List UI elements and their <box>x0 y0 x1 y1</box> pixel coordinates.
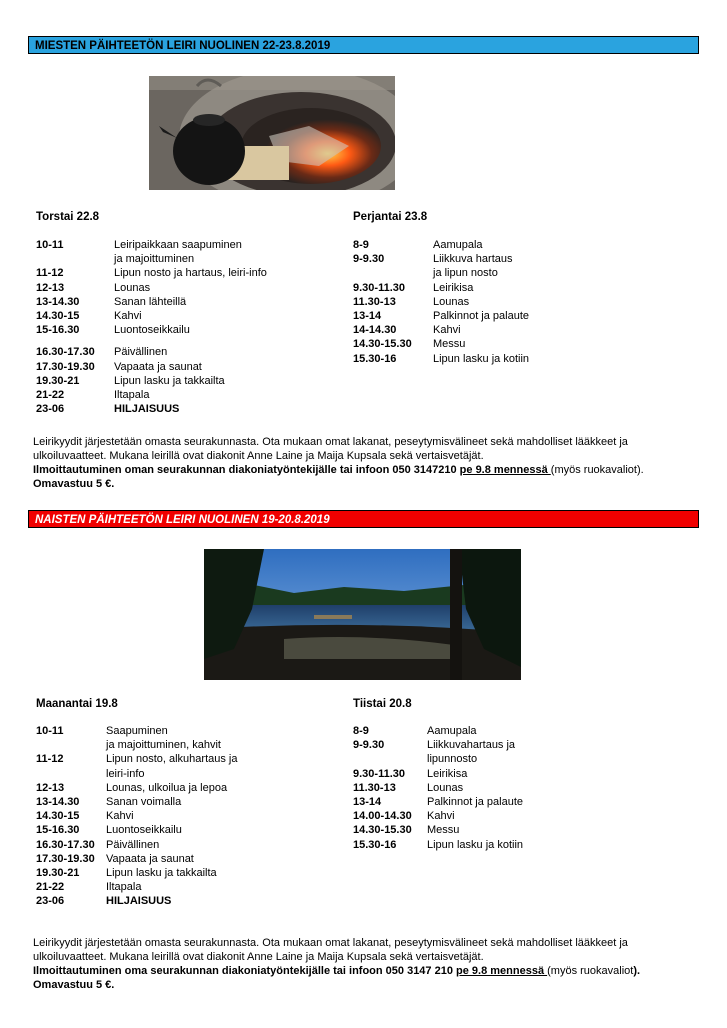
men-day2-schedule <box>353 238 529 366</box>
schedule-row <box>36 309 267 323</box>
schedule-row <box>36 337 267 359</box>
schedule-activity: Iltapala <box>114 389 150 402</box>
schedule-time: 15-16.30 <box>36 324 80 337</box>
schedule-row <box>353 295 529 309</box>
schedule-time: 11-12 <box>36 267 64 280</box>
schedule-activity: Lipun lasku ja takkailta <box>106 867 217 880</box>
schedule-row <box>353 352 529 366</box>
schedule-row <box>36 281 267 295</box>
schedule-activity: Aamupala <box>427 725 477 737</box>
schedule-activity: Lipun lasku ja kotiin <box>427 838 524 851</box>
schedule-time: 13-14.30 <box>36 796 80 809</box>
schedule-activity: Lounas <box>114 281 151 294</box>
men-camp-banner: MIESTEN PÄIHTEETÖN LEIRI NUOLINEN 22-23.8.2019 <box>28 36 699 54</box>
schedule-row <box>36 823 237 837</box>
schedule-time: 12-13 <box>36 281 65 294</box>
schedule-row <box>353 738 523 766</box>
men-info-diet: (myös ruokavaliot). <box>550 464 644 476</box>
men-day1-title: Torstai 22.8 <box>36 211 100 223</box>
women-info-deadline: pe 9.8 mennessä <box>456 965 548 977</box>
schedule-time: 9.30-11.30 <box>353 767 405 780</box>
schedule-time: 15-16.30 <box>36 824 80 837</box>
schedule-row <box>353 781 523 795</box>
schedule-activity: Sanan lähteillä <box>114 295 187 308</box>
schedule-activity: HILJAISUUS <box>106 895 172 908</box>
schedule-row <box>353 238 529 252</box>
schedule-activity: Vapaata ja saunat <box>106 852 194 865</box>
schedule-time: 11-12 <box>36 753 64 766</box>
schedule-activity: Luontoseikkailu <box>114 324 190 337</box>
schedule-row <box>36 295 267 309</box>
schedule-activity: Luontoseikkailu <box>106 824 182 837</box>
schedule-row <box>353 281 529 295</box>
schedule-time: 17.30-19.30 <box>36 852 95 865</box>
schedule-activity: Lounas <box>427 781 464 794</box>
schedule-activity: Lipun lasku ja takkailta <box>114 374 225 387</box>
schedule-time: 16.30-17.30 <box>36 838 95 851</box>
women-info-price: ). Omavastuu 5 €. <box>33 965 641 991</box>
schedule-time: 8-9 <box>353 725 369 737</box>
schedule-activity: Kahvi <box>106 810 134 823</box>
schedule-activity: Saapuminen ja majoittuminen, kahvit <box>106 725 221 752</box>
schedule-time: 13-14.30 <box>36 295 80 308</box>
schedule-time: 19.30-21 <box>36 374 80 387</box>
schedule-time: 14.00-14.30 <box>353 810 412 823</box>
schedule-row <box>353 252 529 280</box>
schedule-activity: HILJAISUUS <box>114 403 180 416</box>
schedule-activity: Lipun lasku ja kotiin <box>433 352 530 365</box>
schedule-row <box>353 337 529 351</box>
schedule-row <box>353 809 523 823</box>
schedule-time: 11.30-13 <box>353 295 396 308</box>
schedule-row <box>36 894 237 908</box>
schedule-row <box>36 238 267 266</box>
schedule-activity: Leirikisa <box>433 281 474 294</box>
schedule-time: 15.30-16 <box>353 838 397 851</box>
schedule-row <box>353 309 529 323</box>
schedule-time: 14.30-15 <box>36 810 80 823</box>
schedule-row <box>353 767 523 781</box>
schedule-time: 11.30-13 <box>353 781 396 794</box>
schedule-row <box>36 880 237 894</box>
schedule-time: 14-14.30 <box>353 324 397 337</box>
schedule-activity: Kahvi <box>433 324 461 337</box>
schedule-activity: Päivällinen <box>114 346 168 359</box>
schedule-activity: Lounas <box>433 295 470 308</box>
schedule-activity: Aamupala <box>433 239 483 251</box>
schedule-row <box>36 360 267 374</box>
schedule-row <box>36 752 237 780</box>
schedule-time: 9.30-11.30 <box>353 281 405 294</box>
women-info-line1: Leirikyydit järjestetään omasta seurakunnasta. Ota mukaan omat lakanat, peseytymisvälineet sekä mahdolliset lääkkeet ja ulkoiluvaatteet. Mukana leirillä ovat diakonit Anne Laine ja Maija Kupsala sekä vertaisvetäjät. <box>33 937 628 963</box>
schedule-row <box>353 724 523 738</box>
schedule-time: 12-13 <box>36 781 65 794</box>
schedule-time: 21-22 <box>36 881 65 894</box>
schedule-row <box>36 838 237 852</box>
schedule-time: 14.30-15.30 <box>353 824 412 837</box>
schedule-row <box>36 809 237 823</box>
schedule-row <box>36 852 237 866</box>
schedule-row <box>36 866 237 880</box>
schedule-time: 10-11 <box>36 725 64 737</box>
schedule-activity: Päivällinen <box>106 838 160 851</box>
men-day2-title: Perjantai 23.8 <box>353 211 428 223</box>
schedule-activity: Palkinnot ja palaute <box>427 796 524 809</box>
women-day2-title: Tiistai 20.8 <box>353 698 412 710</box>
schedule-time: 21-22 <box>36 389 65 402</box>
lake-landscape-photo <box>204 549 521 680</box>
men-info-text <box>33 435 699 491</box>
schedule-row <box>36 724 237 752</box>
schedule-row <box>36 781 237 795</box>
schedule-activity: Leirikisa <box>427 767 468 780</box>
schedule-time: 14.30-15 <box>36 310 80 323</box>
women-camp-banner: NAISTEN PÄIHTEETÖN LEIRI NUOLINEN 19-20.8.2019 <box>28 510 699 528</box>
schedule-time: 14.30-15.30 <box>353 338 412 351</box>
schedule-activity: Leiripaikkaan saapuminen ja majoittuminen <box>114 239 242 266</box>
schedule-row <box>36 795 237 809</box>
schedule-activity: Liikkuvahartaus ja lipunnosto <box>427 739 516 766</box>
men-info-price: Omavastuu 5 €. <box>33 478 115 490</box>
schedule-activity: Sanan voimalla <box>106 796 182 809</box>
schedule-activity: Palkinnot ja palaute <box>433 310 530 323</box>
schedule-activity: Vapaata ja saunat <box>114 360 202 373</box>
women-info-text <box>33 936 699 992</box>
schedule-time: 9-9.30 <box>353 739 385 752</box>
schedule-row <box>353 795 523 809</box>
schedule-time: 9-9.30 <box>353 253 385 266</box>
schedule-time: 13-14 <box>353 796 382 809</box>
schedule-activity: Lounas, ulkoilua ja lepoa <box>106 781 228 794</box>
campfire-kettle-photo <box>149 76 395 190</box>
schedule-time: 19.30-21 <box>36 867 80 880</box>
schedule-row <box>36 402 267 416</box>
schedule-row <box>36 374 267 388</box>
men-info-line1: Leirikyydit järjestetään omasta seurakunnasta. Ota mukaan omat lakanat, peseytymisvälineet sekä mahdolliset lääkkeet ja ulkoiluvaatteet. Mukana leirillä ovat diakonit Anne Laine ja Maija Kupsala sekä vertaisvetäjät. <box>33 436 628 462</box>
schedule-time: 8-9 <box>353 239 369 251</box>
schedule-time: 16.30-17.30 <box>36 346 95 359</box>
schedule-activity: Kahvi <box>114 310 142 323</box>
women-info-diet: (myös ruokavaliot <box>547 965 634 977</box>
schedule-row <box>353 823 523 837</box>
schedule-time: 23-06 <box>36 895 65 908</box>
schedule-activity: Iltapala <box>106 881 142 894</box>
men-info-deadline: pe 9.8 mennessä <box>459 464 551 476</box>
schedule-activity: Lipun nosto, alkuhartaus ja leiri-info <box>106 753 238 780</box>
schedule-row <box>353 323 529 337</box>
schedule-activity: Messu <box>433 338 466 351</box>
schedule-time: 13-14 <box>353 310 382 323</box>
men-day1-schedule <box>36 238 267 416</box>
schedule-row <box>36 388 267 402</box>
schedule-row <box>353 838 523 852</box>
women-day1-schedule <box>36 724 237 909</box>
schedule-time: 17.30-19.30 <box>36 360 95 373</box>
women-day1-title: Maanantai 19.8 <box>36 698 118 710</box>
schedule-row <box>36 266 267 280</box>
women-info-signup: Ilmoittautuminen oma seurakunnan diakoniatyöntekijälle tai infoon 050 3147 210 <box>33 965 457 977</box>
schedule-time: 15.30-16 <box>353 352 397 365</box>
women-day2-schedule <box>353 724 523 852</box>
schedule-row <box>36 323 267 337</box>
schedule-time: 23-06 <box>36 403 65 416</box>
men-info-signup: Ilmoittautuminen oman seurakunnan diakoniatyöntekijälle tai infoon 050 3147210 <box>33 464 460 476</box>
schedule-activity: Liikkuva hartaus ja lipun nosto <box>433 253 513 280</box>
schedule-activity: Messu <box>427 824 460 837</box>
schedule-activity: Lipun nosto ja hartaus, leiri-info <box>114 267 267 280</box>
schedule-time: 10-11 <box>36 239 64 251</box>
schedule-activity: Kahvi <box>427 810 455 823</box>
